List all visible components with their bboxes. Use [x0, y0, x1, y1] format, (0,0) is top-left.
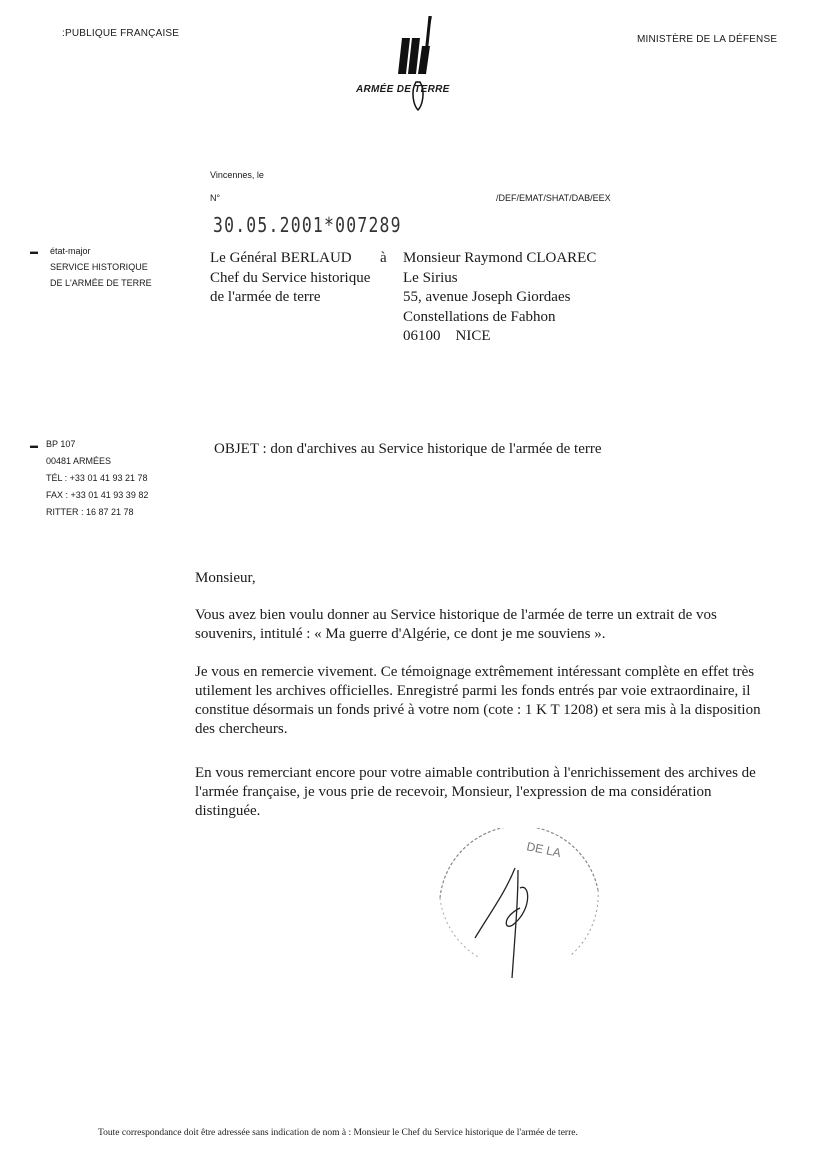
salutation: Monsieur, [195, 570, 256, 586]
bullet-icon: ▬ [30, 441, 38, 450]
sender-line: de l'armée de terre [210, 289, 321, 305]
body-paragraph: Vous avez bien voulu donner au Service historique de l'armée de terre un extrait de vos souvenirs, intitulé : « Ma guerre d'Algérie, ce dont je me souviens ». [195, 607, 717, 642]
body-paragraph: En vous remerciant encore pour votre aimable contribution à l'enrichissement des archives de l'armée française, je vous prie de recevoir, Monsieur, l'expression de ma considération distinguée. [195, 765, 756, 819]
armee-de-terre-emblem-icon [388, 16, 460, 112]
bullet-icon: ▬ [30, 247, 38, 256]
service-block [30, 243, 152, 291]
seal-and-signature [420, 828, 610, 988]
recipient-line: Constellations de Fabhon [403, 308, 556, 325]
recipient-block [403, 249, 596, 347]
recipient-line: 06100 NICE [403, 328, 491, 344]
number-label: N° [210, 193, 221, 203]
sender-line: Chef du Service historique [210, 269, 371, 286]
date-number-stamp: 30.05.2001*007289 [213, 213, 402, 237]
contact-line: 00481 ARMÉES [46, 456, 112, 466]
contact-block [30, 436, 149, 521]
service-line: SERVICE HISTORIQUE [50, 262, 148, 272]
header-republique: :PUBLIQUE FRANÇAISE [62, 28, 180, 39]
recipient-line: Le Sirius [403, 269, 458, 286]
recipient-line: Monsieur Raymond CLOAREC [403, 250, 597, 266]
a-mark: à [380, 250, 387, 266]
body-paragraph: Je vous en remercie vivement. Ce témoignage extrêmement intéressant complète en effet très utilement les archives officielles. Enregistré parmi les fonds entrés par voie extraordinaire, il constitue désormais un fonds privé à votre nom (cote : 1 K T 1208) et sera mis à la disposition des chercheurs. [195, 664, 761, 737]
recipient-line: 55, avenue Joseph Giordaes [403, 289, 571, 305]
header-ministere: MINISTÈRE DE LA DÉFENSE [637, 34, 778, 45]
sender-line: Le Général BERLAUD [210, 250, 352, 266]
sender-block [210, 249, 387, 308]
contact-line: FAX : +33 01 41 93 39 82 [46, 490, 149, 500]
service-line: état-major [50, 246, 91, 256]
logo-text: ARMÉE DE TERRE [356, 84, 450, 95]
subject-line: OBJET : don d'archives au Service historique de l'armée de terre [214, 441, 602, 457]
seal-text: DE LA [525, 839, 563, 861]
reference: /DEF/EMAT/SHAT/DAB/EEX [496, 193, 611, 203]
contact-line: RITTER : 16 87 21 78 [46, 507, 134, 517]
place-date-label: Vincennes, le [210, 170, 264, 180]
contact-line: TÉL : +33 01 41 93 21 78 [46, 473, 148, 483]
contact-line: BP 107 [46, 439, 76, 449]
footer-note: Toute correspondance doit être adressée sans indication de nom à : Monsieur le Chef du Service historique de l'armée de terre. [98, 1128, 578, 1138]
service-line: DE L'ARMÉE DE TERRE [50, 278, 152, 288]
